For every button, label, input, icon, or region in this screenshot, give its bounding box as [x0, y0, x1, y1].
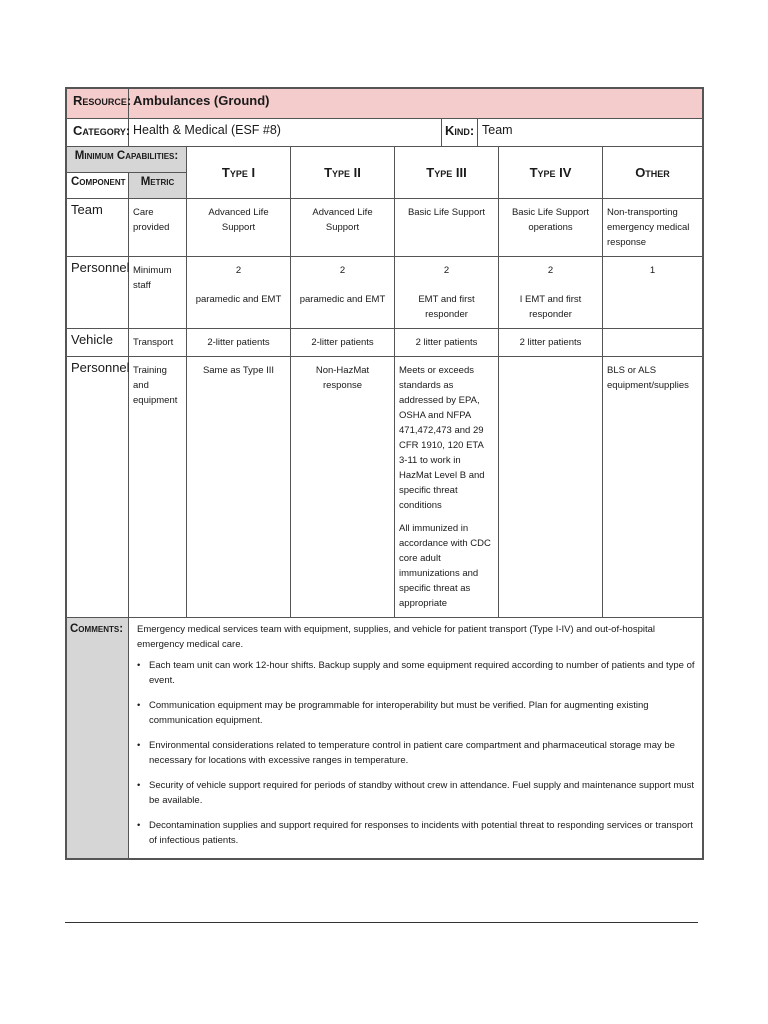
personnel-roles: paramedic and EMT — [195, 294, 282, 305]
training-type-3 — [395, 357, 499, 618]
team-type-4: Basic Life Support operations — [499, 199, 603, 257]
personnel-count: 2 — [339, 265, 346, 276]
vehicle-type-2: 2-litter patients — [291, 329, 395, 357]
personnel-metric: Minimum staff — [129, 257, 187, 329]
type-2-header: Type II — [291, 147, 395, 199]
component-header: Component — [67, 173, 129, 199]
personnel-other — [603, 257, 703, 329]
kind-value: Team — [478, 119, 703, 147]
training-row — [67, 357, 703, 618]
vehicle-type-1: 2-litter patients — [187, 329, 291, 357]
personnel-type-2 — [291, 257, 395, 329]
comment-item: • Security of vehicle support required for periods of standby without crew in attendance. Fuel supply and maintenance support must be available. — [149, 772, 698, 812]
vehicle-type-4: 2 litter patients — [499, 329, 603, 357]
team-type-3: Basic Life Support — [395, 199, 499, 257]
training-type-4 — [499, 357, 603, 618]
kind-label: Kind: — [442, 119, 478, 147]
comments-body — [129, 618, 703, 859]
comment-item: • Environmental considerations related to temperature control in patient care compartment and pharmaceutical storage may be necessary for locations with excessive ranges in temperature. — [149, 732, 698, 772]
resource-header-table — [66, 88, 703, 147]
team-row — [67, 199, 703, 257]
personnel-count: 2 — [443, 265, 450, 276]
personnel-row — [67, 257, 703, 329]
team-type-1: Advanced Life Support — [187, 199, 291, 257]
vehicle-other — [603, 329, 703, 357]
other-header: Other — [603, 147, 703, 199]
team-type-2: Advanced Life Support — [291, 199, 395, 257]
comments-intro: Emergency medical services team with equipment, supplies, and vehicle for patient transport (Type I-IV) and out-of-hospital emergency medical care. — [137, 624, 656, 650]
personnel-roles: EMT and first responder — [418, 294, 475, 320]
training-type-1: Same as Type III — [187, 357, 291, 618]
comment-item: • Each team unit can work 12-hour shifts. Backup supply and some equipment required according to number of patients and type of event. — [149, 652, 698, 692]
comments-list — [133, 652, 698, 852]
personnel-roles: I EMT and first responder — [519, 294, 582, 320]
resource-value: Ambulances (Ground) — [129, 89, 703, 119]
capabilities-table — [66, 146, 703, 859]
personnel-type-3 — [395, 257, 499, 329]
personnel-type-4 — [499, 257, 603, 329]
team-metric: Care provided — [129, 199, 187, 257]
vehicle-type-3: 2 litter patients — [395, 329, 499, 357]
training-immunization-text: All immunized in accordance with CDC core adult immunizations and specific threat as appropriate — [399, 523, 491, 609]
personnel-count: 1 — [649, 265, 656, 276]
personnel-roles: paramedic and EMT — [299, 294, 386, 305]
personnel-type-1 — [187, 257, 291, 329]
metric-header: Metric — [129, 173, 187, 199]
personnel-component: Personnel — [67, 257, 129, 329]
vehicle-row — [67, 329, 703, 357]
comments-row — [67, 618, 703, 859]
personnel-count: 2 — [235, 265, 242, 276]
resource-label: Resource: — [67, 89, 129, 119]
resource-typing-form — [65, 87, 704, 860]
category-label: Category: — [67, 119, 129, 147]
training-other: BLS or ALS equipment/supplies — [603, 357, 703, 618]
category-value: Health & Medical (ESF #8) — [129, 119, 442, 147]
comments-label: Comments: — [67, 618, 129, 859]
team-other: Non-transporting emergency medical response — [603, 199, 703, 257]
minimum-capabilities-label: Minimum Capabilities: — [67, 147, 187, 173]
team-component: Team — [67, 199, 129, 257]
comment-item: • Decontamination supplies and support required for responses to incidents with potential threat to responding services or transport of infectious patients. — [149, 812, 698, 852]
training-type-2: Non-HazMat response — [291, 357, 395, 618]
vehicle-component: Vehicle — [67, 329, 129, 357]
training-metric: Training and equipment — [129, 357, 187, 618]
comment-item: • Communication equipment may be programmable for interoperability but must be verified. Plan for augmenting existing communication equipment. — [149, 692, 698, 732]
type-1-header: Type I — [187, 147, 291, 199]
footer-rule — [65, 922, 698, 923]
training-standards-text: Meets or exceeds standards as addressed by EPA, OSHA and NFPA 471,472,473 and 29 CFR 1910, 120 ETA 3-11 to work in HazMat Level B and specific threat conditions — [399, 365, 485, 511]
training-component: Personnel — [67, 357, 129, 618]
personnel-count: 2 — [547, 265, 554, 276]
type-3-header: Type III — [395, 147, 499, 199]
type-4-header: Type IV — [499, 147, 603, 199]
vehicle-metric: Transport — [129, 329, 187, 357]
